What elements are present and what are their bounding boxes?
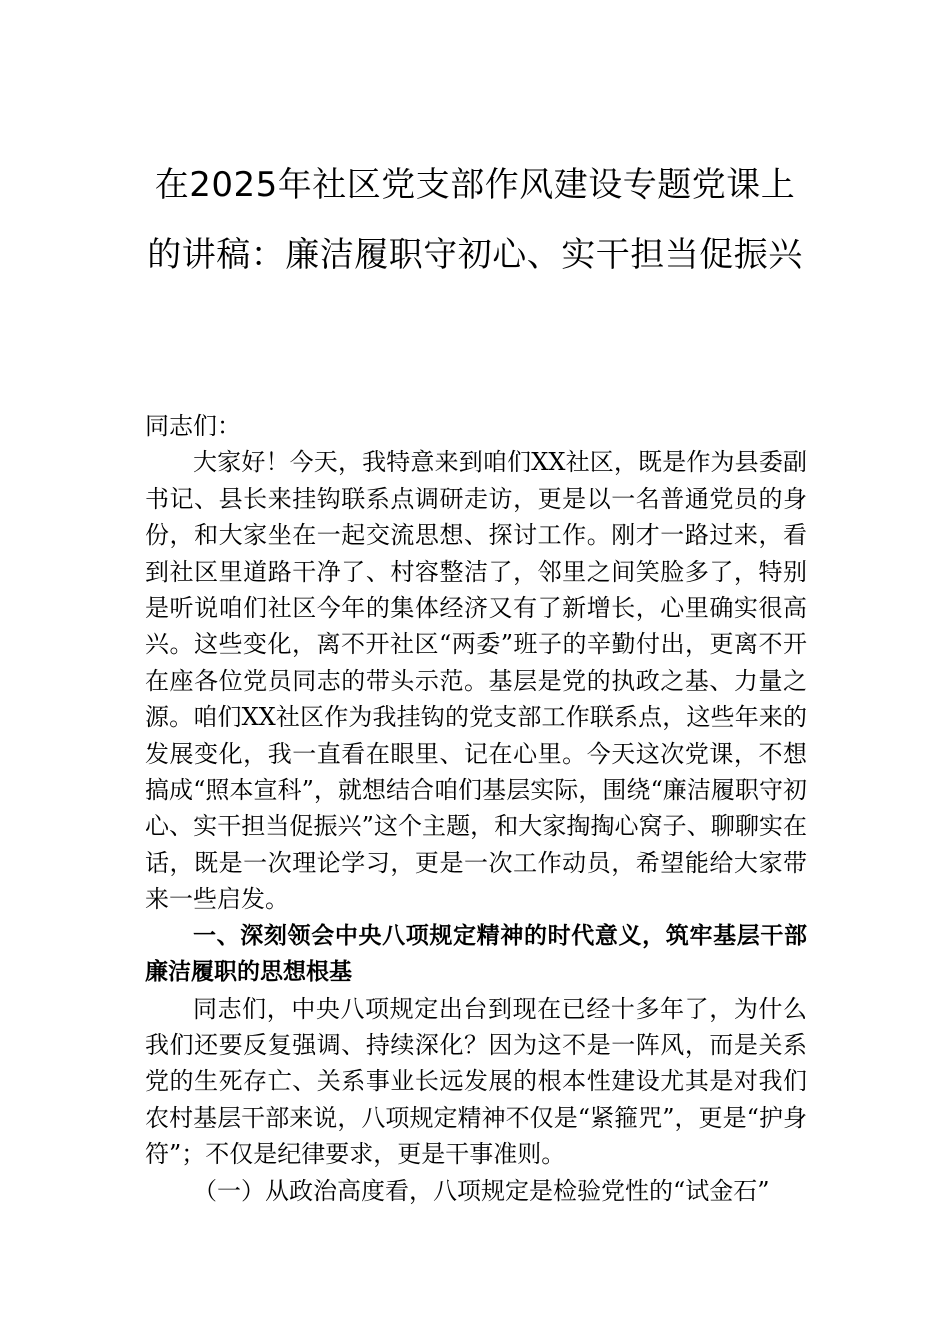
salutation: 同志们：: [145, 412, 241, 440]
section-paragraph: 同志们，中央八项规定出台到现在已经十多年了，为什么我们还要反复强调、持续深化？因为这不是一阵风，而是关系党的生死存亡、关系事业长远发展的根本性建设尤其是对我们农村基层干部来说，八项规定精神不仅是“紧箍咒”，更是“护身符”；不仅是纪律要求，更是干事准则。: [145, 994, 807, 1169]
section-heading: 一、深刻领会中央八项规定精神的时代意义，筑牢基层干部廉洁履职的思想根基: [145, 922, 807, 986]
document-body: [145, 408, 807, 1209]
opening-paragraph: 大家好！今天，我特意来到咱们XX社区，既是作为县委副书记、县长来挂钩联系点调研走访，更是以一名普通党员的身份，和大家坐在一起交流思想、探讨工作。刚才一路过来，看到社区里道路干净了、村容整洁了，邻里之间笑脸多了，特别是听说咱们社区今年的集体经济又有了新增长，心里确实很高兴。这些变化，离不开社区“两委”班子的辛勤付出，更离不开在座各位党员同志的带头示范。基层是党的执政之基、力量之源。咱们XX社区作为我挂钩的党支部工作联系点，这些年来的发展变化，我一直看在眼里、记在心里。今天这次党课，不想搞成“照本宣科”，就想结合咱们基层实际，围绕“廉洁履职守初心、实干担当促振兴”这个主题，和大家掏掏心窝子、聊聊实在话，既是一次理论学习，更是一次工作动员，希望能给大家带来一些启发。: [145, 448, 807, 914]
document-title: 在2025年社区党支部作风建设专题党课上的讲稿：廉洁履职守初心、实干担当促振兴: [147, 165, 803, 275]
subsection-heading: （一）从政治高度看，八项规定是检验党性的“试金石”: [193, 1176, 770, 1205]
